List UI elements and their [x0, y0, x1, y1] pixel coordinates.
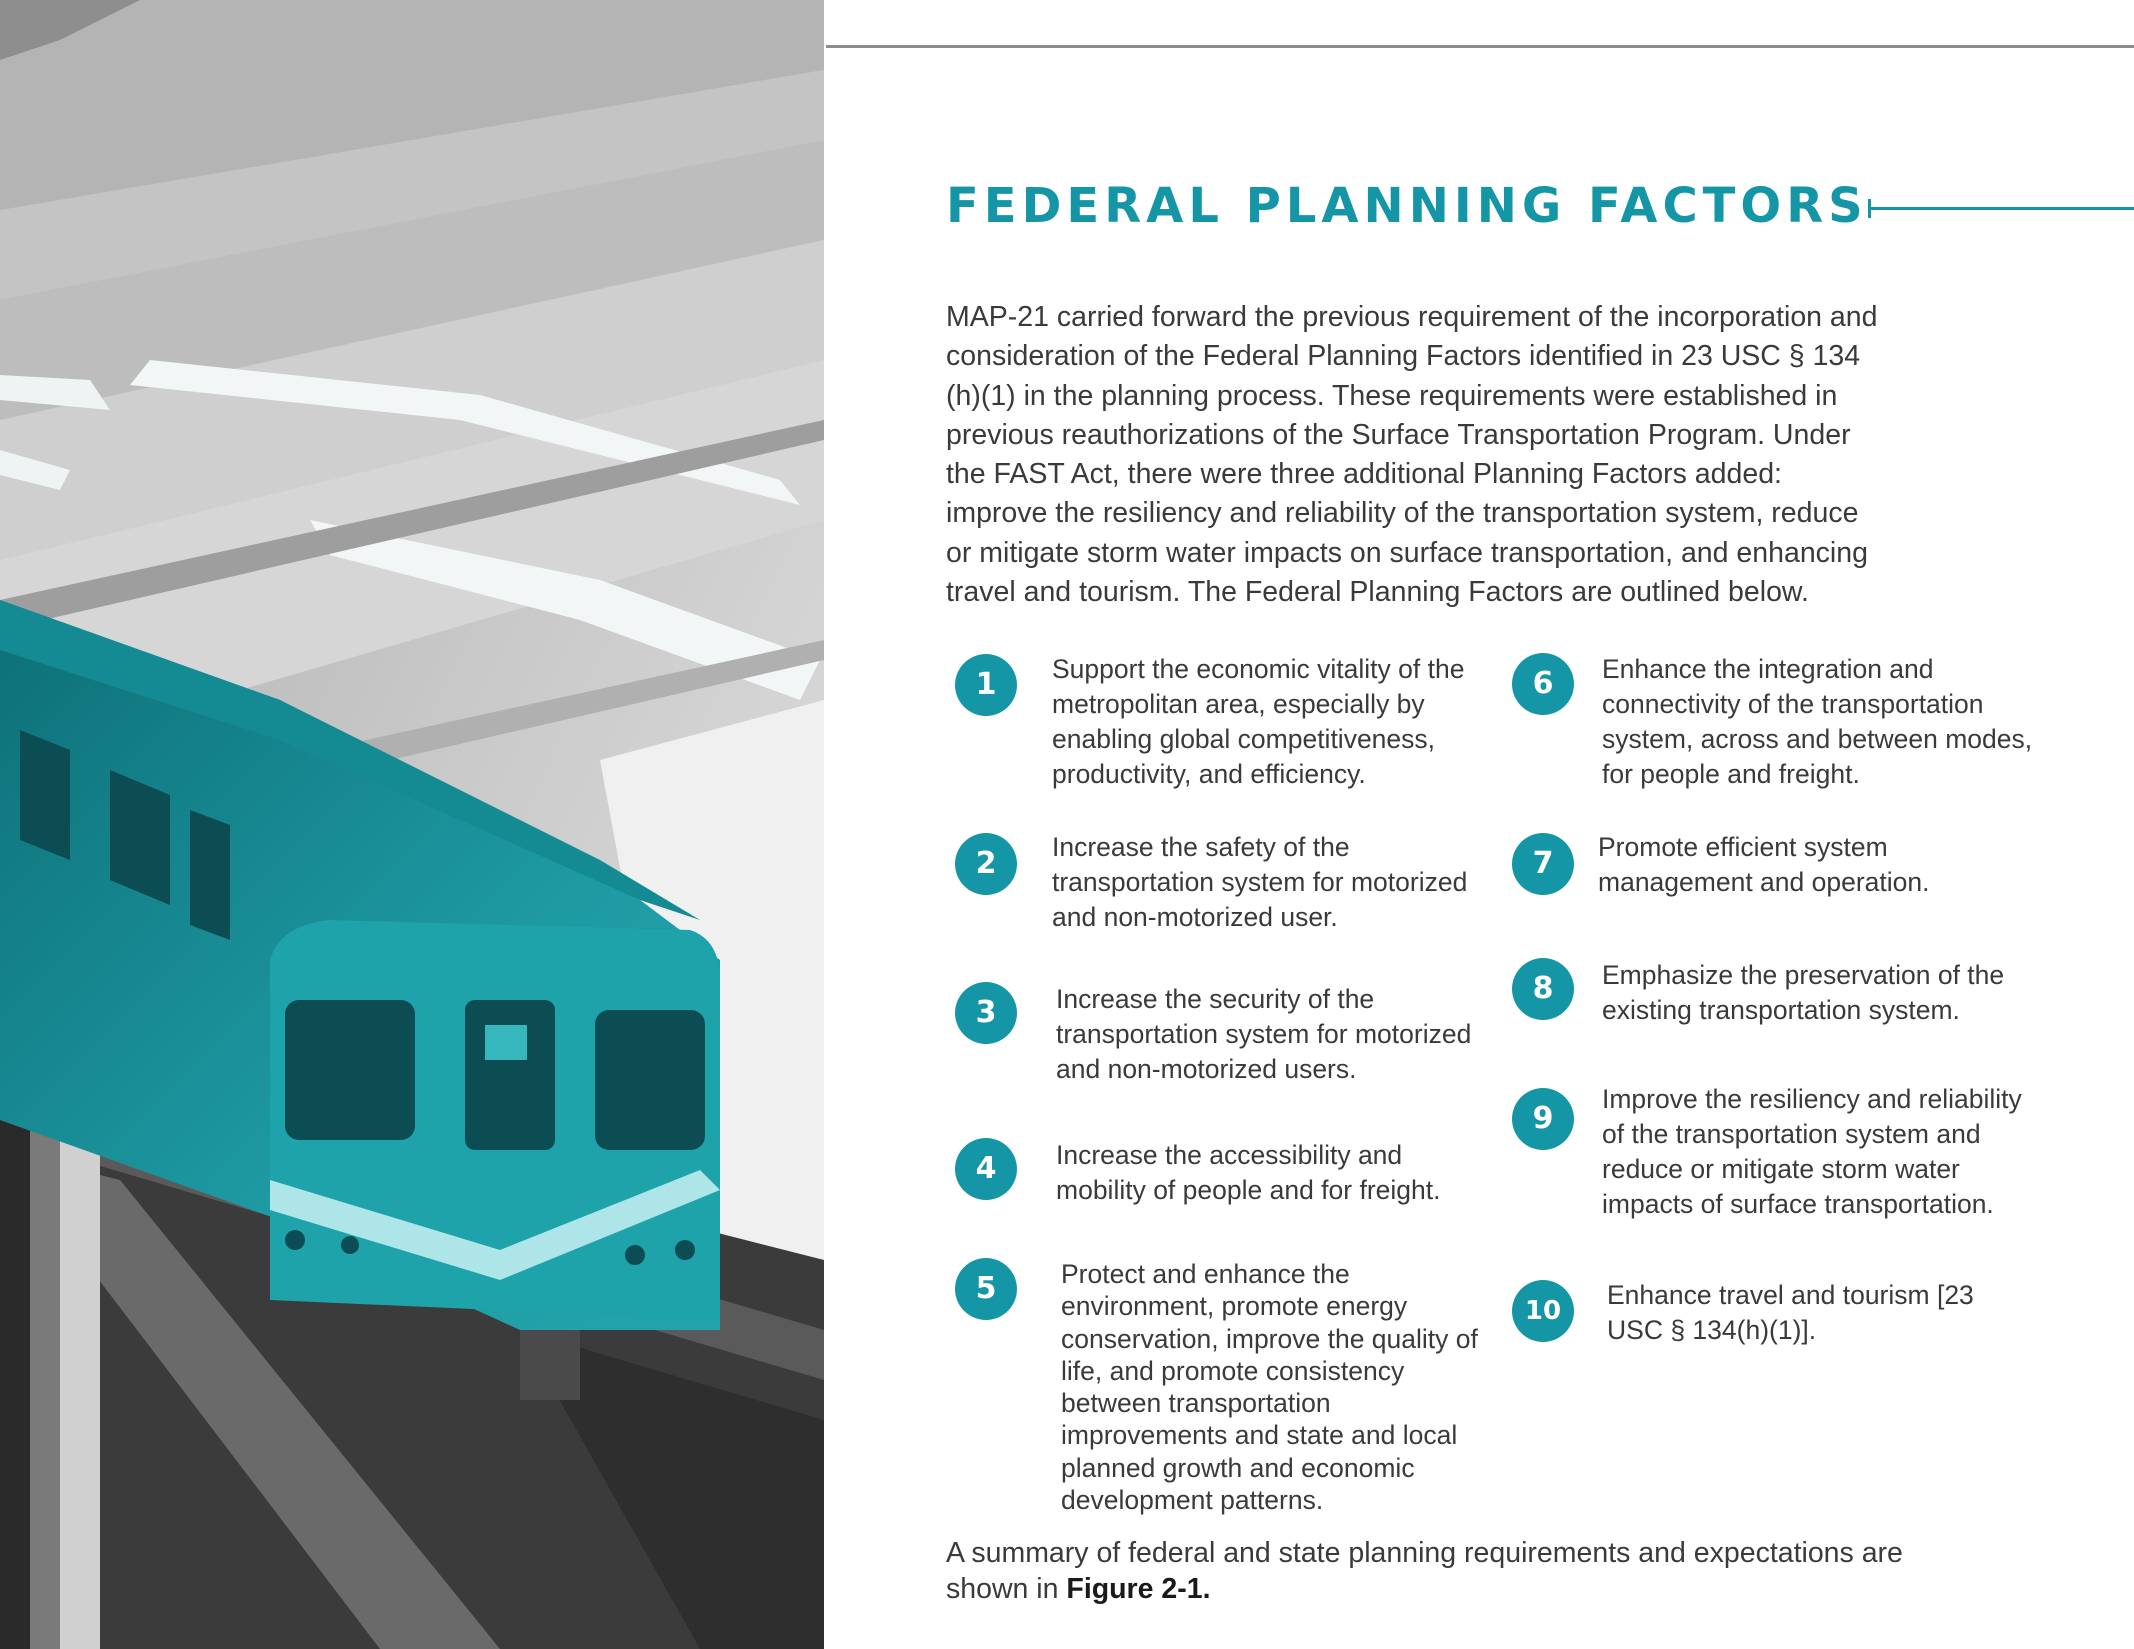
title-rule	[1870, 207, 2134, 210]
factor-text: Enhance travel and tourism [23 USC § 134(h)(1)].	[1607, 1280, 1974, 1345]
factor-number-badge: 2	[955, 833, 1017, 895]
train-station-photo	[0, 0, 824, 1649]
factor-text: Enhance the integration and connectivity of the transportation system, across and between modes, for people and freight.	[1602, 654, 2033, 789]
factor-text: Protect and enhance the environment, promote energy conservation, improve the quality of life, and promote consistency between transportation improvements and state and local planned growth and economic development patterns.	[1061, 1259, 1478, 1516]
factor-number-badge: 5	[955, 1258, 1017, 1320]
factor-number-badge: 7	[1512, 833, 1574, 895]
factor-number-badge: 6	[1512, 653, 1574, 715]
summary-text: A summary of federal and state planning requirements and expectations are shown in	[946, 1537, 1903, 1605]
page-title: FEDERAL PLANNING FACTORS	[946, 178, 1868, 234]
factor-number-badge: 3	[955, 982, 1017, 1044]
factor-number-badge: 9	[1512, 1088, 1574, 1150]
factor-text: Increase the accessibility and mobility of people and for freight.	[1056, 1140, 1441, 1205]
factor-number-badge: 4	[955, 1138, 1017, 1200]
factor-number-badge: 10	[1512, 1280, 1574, 1342]
factor-text: Promote efficient system management and operation.	[1598, 832, 1930, 897]
summary-paragraph	[946, 1536, 1946, 1607]
factor-text: Increase the security of the transportation system for motorized and non-motorized users.	[1056, 984, 1472, 1084]
factor-number-badge: 8	[1512, 958, 1574, 1020]
intro-paragraph: MAP-21 carried forward the previous requirement of the incorporation and consideration of the Federal Planning Factors identified in 23 USC § 134 (h)(1) in the planning process. These requirements were established in previous reauthorizations of the Surface Transportation Program. Under the FAST Act, there were three additional Planning Factors added: improve the resiliency and reliability of the transportation system, reduce or mitigate storm water impacts on surface transportation, and enhancing travel and tourism. The Federal Planning Factors are outlined below.	[946, 301, 1878, 609]
factor-text: Increase the safety of the transportation system for motorized and non-motorized user.	[1052, 832, 1468, 932]
figure-reference-link[interactable]: Figure 2-1.	[1066, 1572, 1211, 1605]
top-rule	[826, 45, 2134, 48]
factor-number-badge: 1	[955, 654, 1017, 716]
factor-text: Support the economic vitality of the metropolitan area, especially by enabling global competitiveness, productivity, and efficiency.	[1052, 654, 1465, 789]
factor-text: Emphasize the preservation of the existing transportation system.	[1602, 960, 2005, 1025]
factor-text: Improve the resiliency and reliability of the transportation system and reduce or mitigate storm water impacts of surface transportation.	[1602, 1084, 2022, 1219]
